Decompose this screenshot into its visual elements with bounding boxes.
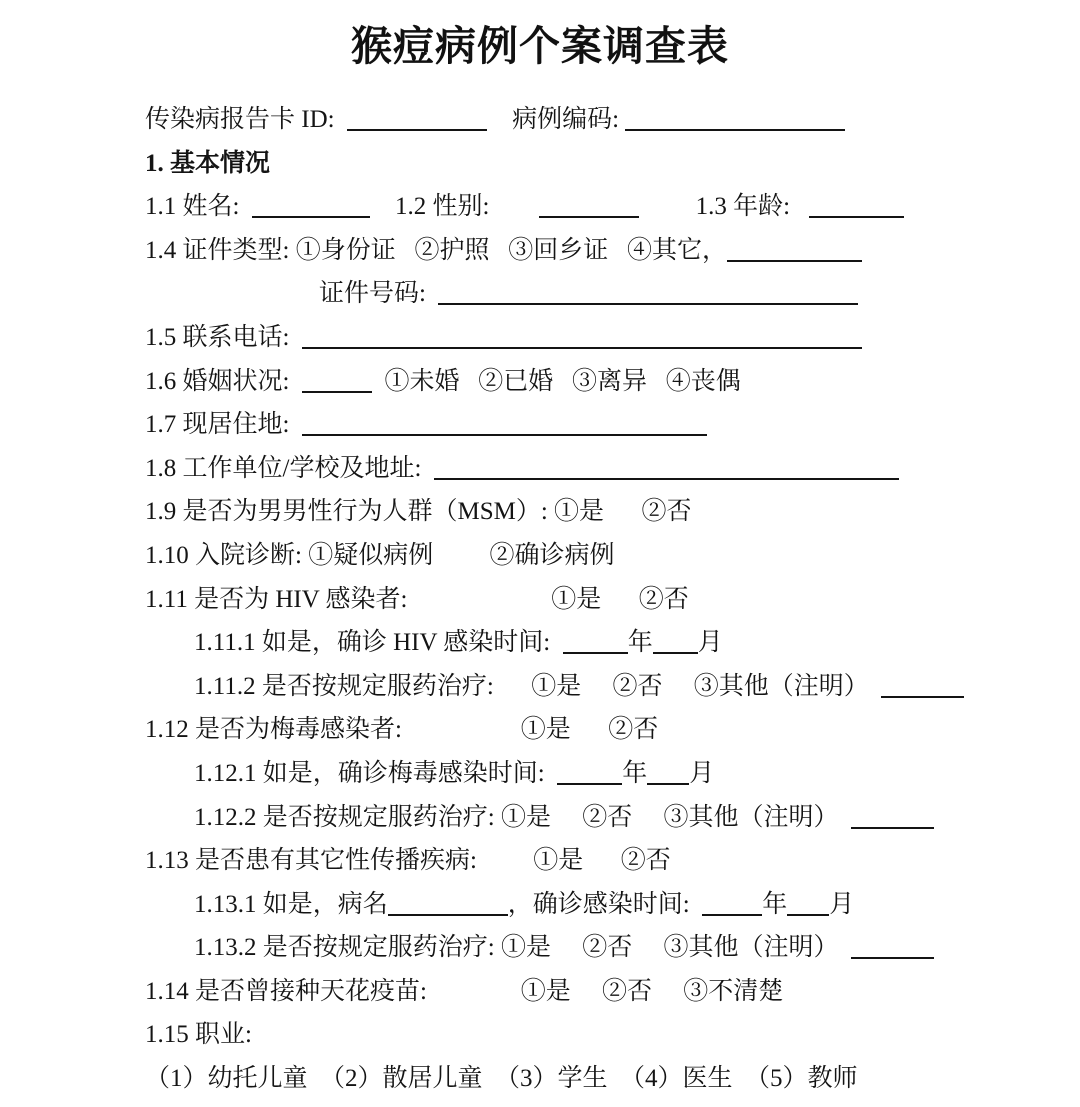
blank-field — [851, 825, 934, 829]
text-run: 1.5 联系电话: — [145, 323, 302, 351]
blank-field — [539, 214, 639, 218]
marital-status-line — [0, 360, 1080, 404]
text-run: 1. 基本情况 — [145, 149, 271, 177]
other-std-line — [0, 839, 1080, 883]
text-run: 1.2 性别: — [369, 193, 540, 221]
text-run: 1.12 是否为梅毒感染者: ①是 ②否 — [145, 716, 659, 744]
blank-field — [625, 127, 845, 131]
text-run: 1.14 是否曾接种天花疫苗: ①是 ②否 ③不清楚 — [145, 977, 784, 1005]
blank-field — [557, 781, 622, 785]
text-run: 月 — [697, 629, 723, 657]
text-run: ，确诊感染时间: — [507, 890, 703, 918]
id-number-line — [0, 272, 1080, 316]
text-run: ①未婚 ②已婚 ③离异 ④丧偶 — [371, 367, 741, 395]
other-std-detail-line — [0, 883, 1080, 927]
phone-line — [0, 316, 1080, 360]
text-run: 1.6 婚姻状况: — [145, 367, 302, 395]
text-run: 1.11.1 如是，确诊 HIV 感染时间: — [194, 629, 563, 657]
blank-field — [647, 781, 689, 785]
text-run: 传染病报告卡 ID: — [145, 106, 348, 133]
msm-line — [0, 490, 1080, 534]
blank-field — [727, 258, 862, 262]
smallpox-vaccine-line — [0, 970, 1080, 1014]
blank-field — [302, 432, 707, 436]
text-run: （1）幼托儿童 （2）散居儿童 （3）学生 （4）医生 （5）教师 — [145, 1065, 858, 1093]
blank-field — [851, 955, 934, 959]
workplace-line — [0, 447, 1080, 491]
text-run: 月 — [829, 890, 855, 918]
blank-field — [252, 214, 370, 218]
syphilis-treatment-line — [0, 796, 1080, 840]
blank-field — [347, 127, 487, 131]
blank-field — [653, 650, 698, 654]
text-run: 1.7 现居住地: — [145, 411, 302, 439]
occupation-options-line — [0, 1057, 1080, 1101]
blank-field — [702, 912, 762, 916]
text-run: 月 — [689, 759, 715, 787]
text-run: 1.10 入院诊断: ①疑似病例 ②确诊病例 — [145, 541, 615, 569]
blank-field — [302, 345, 862, 349]
blank-field — [787, 912, 829, 916]
blank-field — [809, 214, 904, 218]
text-run: 1.12.1 如是，确诊梅毒感染时间: — [194, 759, 558, 787]
text-run: 1.9 是否为男男性行为人群（MSM）: ①是 ②否 — [145, 498, 692, 526]
blank-field — [302, 389, 372, 393]
name-sex-age-line — [0, 185, 1080, 229]
text-run: 1.13.1 如是，病名 — [194, 890, 388, 918]
blank-field — [388, 912, 508, 916]
blank-field — [563, 650, 628, 654]
text-run: 年 — [762, 890, 788, 918]
text-run: 年 — [627, 629, 653, 657]
text-run: 1.15 职业: — [145, 1021, 252, 1049]
form-lines — [0, 98, 1080, 1101]
text-run: 1.3 年龄: — [639, 193, 809, 221]
section-basic-info — [0, 142, 1080, 186]
text-run: 1.13.2 是否按规定服药治疗: ①是 ②否 ③其他（注明） — [194, 934, 851, 962]
syphilis-line — [0, 708, 1080, 752]
hiv-treatment-line — [0, 665, 1080, 709]
blank-field — [434, 476, 899, 480]
text-run: 1.1 姓名: — [145, 193, 252, 221]
other-std-treatment-line — [0, 926, 1080, 970]
occupation-line — [0, 1013, 1080, 1057]
blank-field — [438, 301, 858, 305]
page-title: 猴痘病例个案调查表 — [351, 23, 729, 69]
text-run: 证件号码: — [319, 280, 439, 308]
syphilis-time-line — [0, 752, 1080, 796]
text-run: 1.4 证件类型: ①身份证 ②护照 ③回乡证 ④其它， — [145, 236, 727, 264]
report-card-id-line — [0, 98, 1080, 142]
hiv-line — [0, 578, 1080, 622]
text-run: 1.13 是否患有其它性传播疾病: ①是 ②否 — [145, 847, 671, 875]
text-run: 病例编码: — [487, 106, 626, 133]
hiv-time-line — [0, 621, 1080, 665]
admission-diagnosis-line — [0, 534, 1080, 578]
text-run: 1.11.2 是否按规定服药治疗: ①是 ②否 ③其他（注明） — [194, 672, 882, 700]
residence-line — [0, 403, 1080, 447]
text-run: 1.8 工作单位/学校及地址: — [145, 454, 434, 482]
text-run: 1.12.2 是否按规定服药治疗: ①是 ②否 ③其他（注明） — [194, 803, 851, 831]
text-run: 年 — [622, 759, 648, 787]
blank-field — [881, 694, 964, 698]
id-type-line — [0, 229, 1080, 273]
text-run: 1.11 是否为 HIV 感染者: ①是 ②否 — [145, 585, 689, 613]
